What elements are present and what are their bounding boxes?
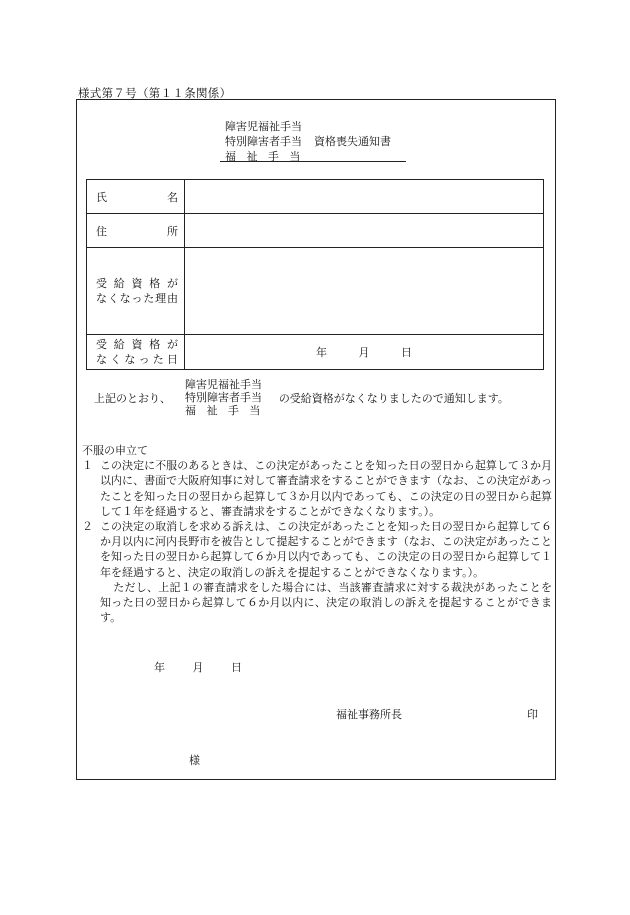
notice-option-2: 特別障害者手当 <box>185 391 262 404</box>
date-year-label: 年 <box>316 346 327 359</box>
address-label <box>96 223 178 239</box>
table-row-reason <box>87 248 544 335</box>
address-label-char-1: 住 <box>96 224 107 238</box>
objection-item-2-text: この決定の取消しを求める訴えは、この決定があったことを知った日の翌日から起算して６か月以内に河内長野市を被告として提起することができます（なお、この決定があったことを知った日の翌日から起算して６か月以内であっても、この決定の日の翌日から起算して１年を経過すると、決定の取消しの訴えを提起することができなくなります。）。 <box>100 520 552 579</box>
date-day-label: 日 <box>401 346 412 359</box>
issue-date-day: 日 <box>231 661 242 674</box>
date-month-label: 月 <box>358 346 370 359</box>
notice-suffix: の受給資格がなくなりましたので通知します。 <box>278 391 509 405</box>
office-head-title: 福祉事務所長 <box>336 708 402 721</box>
title-option-3: 福祉手当 <box>225 150 311 163</box>
notice-sentence <box>94 378 509 417</box>
table-row-name <box>87 180 544 214</box>
address-label-char-2: 所 <box>167 224 178 238</box>
date-label-cell <box>87 335 185 370</box>
reason-label-line-2: なくなった理由 <box>96 292 178 305</box>
name-label <box>96 189 178 205</box>
reason-label-cell <box>87 248 185 335</box>
reason-label <box>96 276 178 306</box>
objection-item-1-text: この決定に不服のあるときは、この決定があったことを知った日の翌日から起算して３か月以内に、書面で大阪府知事に対して審査請求をすることができます（なお、この決定があったことを知った日の翌日から起算して３か月以内であっても、この決定の日の翌日から起算して１年を経過すると、審査請求をすることができなくなります。）。 <box>100 459 552 518</box>
notice-options <box>185 378 271 417</box>
name-label-char-1: 氏 <box>96 190 107 204</box>
info-table <box>86 179 544 370</box>
title-option-2: 特別障害者手当 <box>225 135 302 148</box>
date-label-line-2: なくなった日 <box>96 353 178 366</box>
notice-option-3: 福祉手当 <box>185 404 271 417</box>
objection-item-2 <box>82 519 552 580</box>
objection-item-1-number: １ <box>82 459 93 473</box>
reason-field[interactable] <box>185 248 544 335</box>
date-field[interactable] <box>185 335 544 370</box>
table-row-address <box>87 214 544 248</box>
issue-date-year: 年 <box>154 661 165 674</box>
objection-note: ただし、上記１の審査請求をした場合には、当該審査請求に対する裁決があったことを知った日の翌日から起算して６か月以内に、決定の取消しの訴えを提起することができます。 <box>100 580 552 625</box>
issue-date-month: 月 <box>192 661 204 674</box>
name-label-cell <box>87 180 185 214</box>
name-field[interactable] <box>185 180 544 214</box>
title-suffix: 資格喪失通知書 <box>314 135 391 148</box>
objection-item-2-number: ２ <box>82 520 93 534</box>
table-row-date <box>87 335 544 370</box>
address-field[interactable] <box>185 214 544 248</box>
reason-label-line-1: 受給資格が <box>96 277 178 290</box>
objection-item-1 <box>82 458 552 519</box>
name-label-char-2: 名 <box>167 190 178 204</box>
recipient-honorific: 様 <box>189 754 200 767</box>
title-option-1: 障害児福祉手当 <box>225 120 302 133</box>
date-label <box>96 337 178 367</box>
objection-section <box>82 443 552 625</box>
objection-heading: 不服の申立て <box>82 444 148 457</box>
form-number: 様式第７号（第１１条関係） <box>78 86 232 100</box>
seal-mark: 印 <box>527 708 538 721</box>
notice-prefix: 上記のとおり、 <box>94 391 171 405</box>
address-label-cell <box>87 214 185 248</box>
date-label-line-1: 受給資格が <box>96 338 178 351</box>
document-title <box>225 119 391 164</box>
title-underline <box>220 161 406 162</box>
notice-option-1: 障害児福祉手当 <box>185 378 262 391</box>
issue-date <box>154 659 266 675</box>
